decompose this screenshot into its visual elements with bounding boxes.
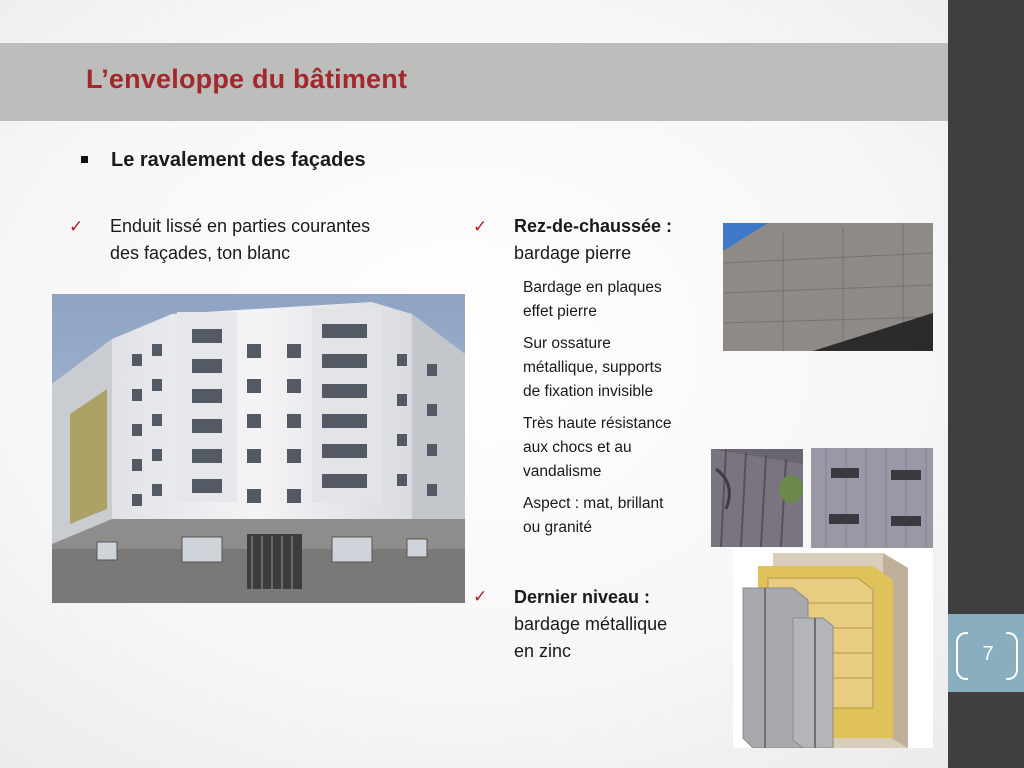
left-item-line1: Enduit lissé en parties courantes <box>110 216 371 236</box>
right-item1-desc: bardage pierre <box>514 243 632 263</box>
cladding-layers-diagram <box>733 548 933 748</box>
page-number: 7 <box>982 642 994 665</box>
right-item2-text <box>514 584 667 665</box>
right-item2-line2: en zinc <box>514 641 572 661</box>
checkmark-icon: ✓ <box>473 587 488 606</box>
sub-item <box>523 332 703 404</box>
sub-item-line: Aspect : mat, brillant <box>523 495 664 512</box>
zinc-cladding-photo-2 <box>811 448 933 560</box>
left-item-text <box>110 213 370 267</box>
sub-item-line: ou granité <box>523 519 592 536</box>
left-item-line2: des façades, ton blanc <box>110 243 291 263</box>
sub-item-line: vandalisme <box>523 463 602 480</box>
right-item2-line1: bardage métallique <box>514 614 668 634</box>
slide-title: L’enveloppe du bâtiment <box>86 64 408 94</box>
stone-cladding-photo <box>723 223 933 351</box>
sub-item-line: Très haute résistance <box>523 415 672 432</box>
checkmark-icon: ✓ <box>69 217 84 236</box>
sub-item-line: effet pierre <box>523 303 597 320</box>
sub-item-line: aux chocs et au <box>523 439 632 456</box>
section-heading: Le ravalement des façades <box>111 149 366 171</box>
sub-item-line: Bardage en plaques <box>523 279 662 296</box>
right-item2-title: Dernier niveau : <box>514 587 651 607</box>
sub-item <box>523 276 703 324</box>
right-item1-text <box>514 213 672 267</box>
sub-item-line: de fixation invisible <box>523 383 654 400</box>
sub-item <box>523 412 703 484</box>
sub-item-line: Sur ossature <box>523 335 611 352</box>
sub-item <box>523 492 703 540</box>
checkmark-icon: ✓ <box>473 217 488 236</box>
right-item1-title: Rez-de-chaussée : <box>514 216 673 236</box>
zinc-cladding-photo-1 <box>711 449 803 547</box>
square-bullet-icon <box>81 156 88 163</box>
sub-item-line: métallique, supports <box>523 359 662 376</box>
building-photo <box>52 294 465 603</box>
